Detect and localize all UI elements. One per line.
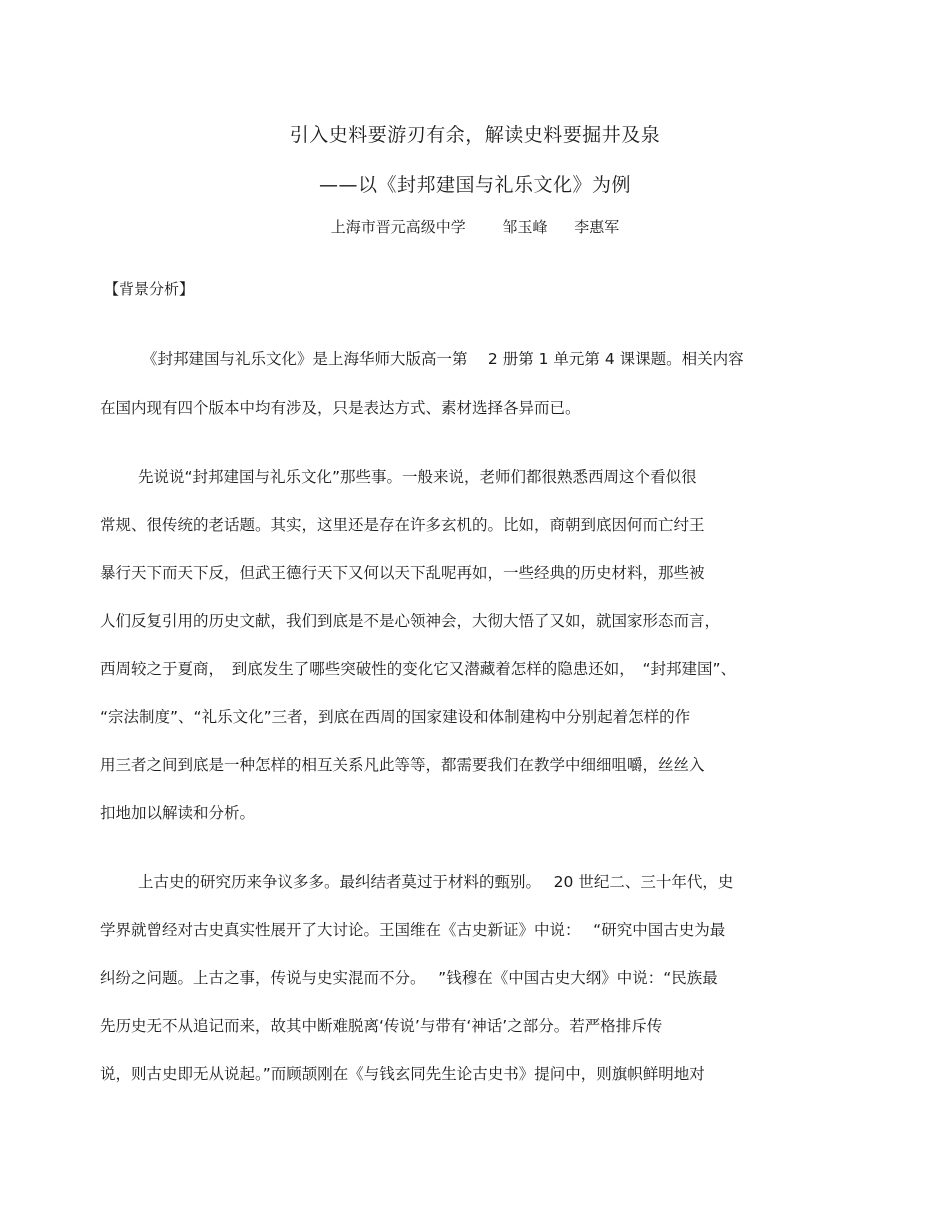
- paragraph-line: 上古史的研究历来争议多多。最纠结者莫过于材料的甄别。 20 世纪二、三十年代，史: [138, 873, 734, 891]
- paragraph-line: 《封邦建国与礼乐文化》是上海华师大版高一第 2 册第 1 单元第 4 课课题。相关内容: [142, 350, 744, 368]
- page-subtitle: ——以《封邦建国与礼乐文化》为例: [318, 174, 631, 196]
- paragraph-line: 纠纷之问题。上古之事，传说与史实混而不分。 ”钱穆在《中国古史大纲》中说：“民族最: [100, 969, 718, 987]
- paragraph-line: 暴行天下而天下反，但武王德行天下又何以天下乱呢再如，一些经典的历史材料，那些被: [100, 564, 705, 582]
- paragraph-line: 扣地加以解读和分析。: [100, 804, 256, 822]
- paragraph-line: 说，则古史即无从说起。”而顾颉刚在《与钱玄同先生论古史书》提问中，则旗帜鲜明地对: [100, 1065, 705, 1083]
- school-name: 上海市晋元高级中学: [330, 218, 466, 236]
- paragraph-line: 常规、很传统的老话题。其实，这里还是存在许多玄机的。比如，商朝到底因何而亡纣王: [100, 516, 705, 534]
- paragraph-line: 人们反复引用的历史文献，我们到底是不是心领神会，大彻大悟了又如，就国家形态而言，: [100, 612, 721, 630]
- paragraph-line: 在国内现有四个版本中均有涉及，只是表达方式、素材选择各异而已。: [100, 399, 581, 417]
- author-name: 李惠军: [574, 218, 620, 236]
- paragraph-line: 学界就曾经对古史真实性展开了大讨论。王国维在《古史新证》中说： “研究中国古史为最: [100, 921, 726, 939]
- author-line: [0, 216, 950, 237]
- paragraph-line: 西周较之于夏商， 到底发生了哪些突破性的变化它又潜藏着怎样的隐患还如， “封邦建国”、: [100, 660, 737, 678]
- author-name: 邹玉峰: [502, 218, 548, 236]
- paragraph-line: 用三者之间到底是一种怎样的相互关系凡此等等，都需要我们在教学中细细咀嚼，丝丝入: [100, 756, 705, 774]
- page-title: 引入史料要游刃有余，解读史料要掘井及泉: [289, 124, 661, 146]
- paragraph-line: 先历史无不从追记而来，故其中断难脱离‘传说’与带有‘神话’之部分。若严格排斥传: [100, 1017, 663, 1035]
- paragraph-line: “宗法制度”、“礼乐文化”三者，到底在西周的国家建设和体制建构中分别起着怎样的作: [100, 708, 691, 726]
- paragraph-line: 先说说“封邦建国与礼乐文化”那些事。一般来说，老师们都很熟悉西周这个看似很: [138, 468, 697, 486]
- section-heading: 【背景分析】: [104, 280, 195, 298]
